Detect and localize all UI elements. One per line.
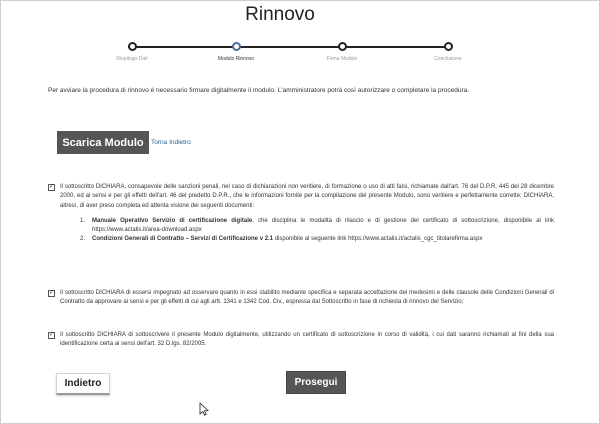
clause-checkbox[interactable]: ✓ xyxy=(49,290,55,296)
step-label: Conclusione xyxy=(434,56,462,62)
step-label: Modulo Rinnovo xyxy=(217,56,255,62)
intro-text: Per avviare la procedura di rinnovo è necessario firmare digitalmente il modulo. L'amministratore potrà così autorizzare o completare la procedura. xyxy=(48,87,470,94)
step-dot xyxy=(128,42,137,51)
step-label: Firma Modulo xyxy=(326,56,358,62)
list-item: 1. Manuale Operativo Servizio di certificazione digitale, che disciplina le modalità di rilascio e di gestione del certificato di sottoscrizione, disponibile al link https://www.actalis.it/area-download.aspx xyxy=(80,217,554,234)
next-button[interactable]: Prosegui xyxy=(286,371,346,394)
clause-text: Il sottoscritto DICHIARA, consapevole delle sanzioni penali, nel caso di dichiarazioni non veritiere, di formazione o uso di atti falsi, richiamate dall'art. 76 del D.P.R. 445 del 28 dicembre 2000, ed ai sensi e per gli effetti dell'art. 46 del predetto D.P.R., che le informazioni fornite per la compilazione del presente Modulo, sono veritiere e perfettamente corrette; DICHIARA, altresì, di aver preso completa ed attenta visione dei seguenti documenti: xyxy=(60,184,554,209)
step-firma-modulo xyxy=(302,42,382,62)
step-dot xyxy=(232,42,241,51)
step-dot xyxy=(444,42,453,51)
mouse-cursor-icon xyxy=(199,402,209,416)
clause-text: Il sottoscritto DICHIARA di essersi impegnato ad osservare quanto in essi stabilito mediante specifica e separata accettazione dei medesimi e delle clausole delle Condizioni Generali di Contratto da approvare ai sensi e per gli effetti di cui agli artt. 1341 e 1342 Cod. Civ., espressa dal Sottoscritto in fase di richiesta di rinnovo del Servizio; xyxy=(60,290,554,306)
download-module-button[interactable]: Scarica Modulo xyxy=(57,131,149,154)
step-riepilogo-dati xyxy=(92,42,172,62)
stepper-line xyxy=(128,46,448,48)
document-title: Condizioni Generali di Contratto – Servizi di Certificazione v 2.1 xyxy=(92,236,274,243)
step-label: Riepilogo Dati xyxy=(116,56,148,62)
clause-checkbox[interactable]: ✓ xyxy=(49,184,55,190)
declaration-clause-3 xyxy=(48,331,554,350)
step-dot xyxy=(338,42,347,51)
progress-stepper xyxy=(106,42,462,70)
clause-checkbox[interactable]: ✓ xyxy=(49,332,55,338)
document-description: disponibile al seguente link https://www.actalis.it/actalis_cgc_titolarefirma.aspx xyxy=(273,236,483,243)
document-title: Manuale Operativo Servizio di certificazione digitale xyxy=(92,217,253,224)
step-conclusione xyxy=(408,42,488,62)
step-modulo-rinnovo xyxy=(196,42,276,62)
document-list xyxy=(80,217,554,245)
document-description: , che disciplina le modalità di rilascio e di gestione del certificato di sottoscrizione, disponibile al link https://www.actalis.it/area-download.aspx xyxy=(92,217,554,234)
back-button[interactable]: Indietro xyxy=(56,373,110,395)
back-link[interactable]: Torna Indietro xyxy=(151,139,191,146)
declaration-clause-2 xyxy=(48,289,554,308)
list-item: 2. Condizioni Generali di Contratto – Servizi di Certificazione v 2.1 disponibile al seguente link https://www.actalis.it/actalis_cgc_titolarefirma.aspx xyxy=(80,236,483,243)
page-title: Rinnovo xyxy=(245,4,315,25)
declaration-clause-1 xyxy=(48,183,554,245)
clause-text: Il sottoscritto DICHIARA di sottoscrivere il presente Modulo digitalmente, utilizzando un certificato di sottoscrizione in corso di validità, i cui dati saranno richiamati al fini della sua identificazione certa ai sensi dell'art. 32 D.lgs. 82/2005. xyxy=(60,332,554,348)
